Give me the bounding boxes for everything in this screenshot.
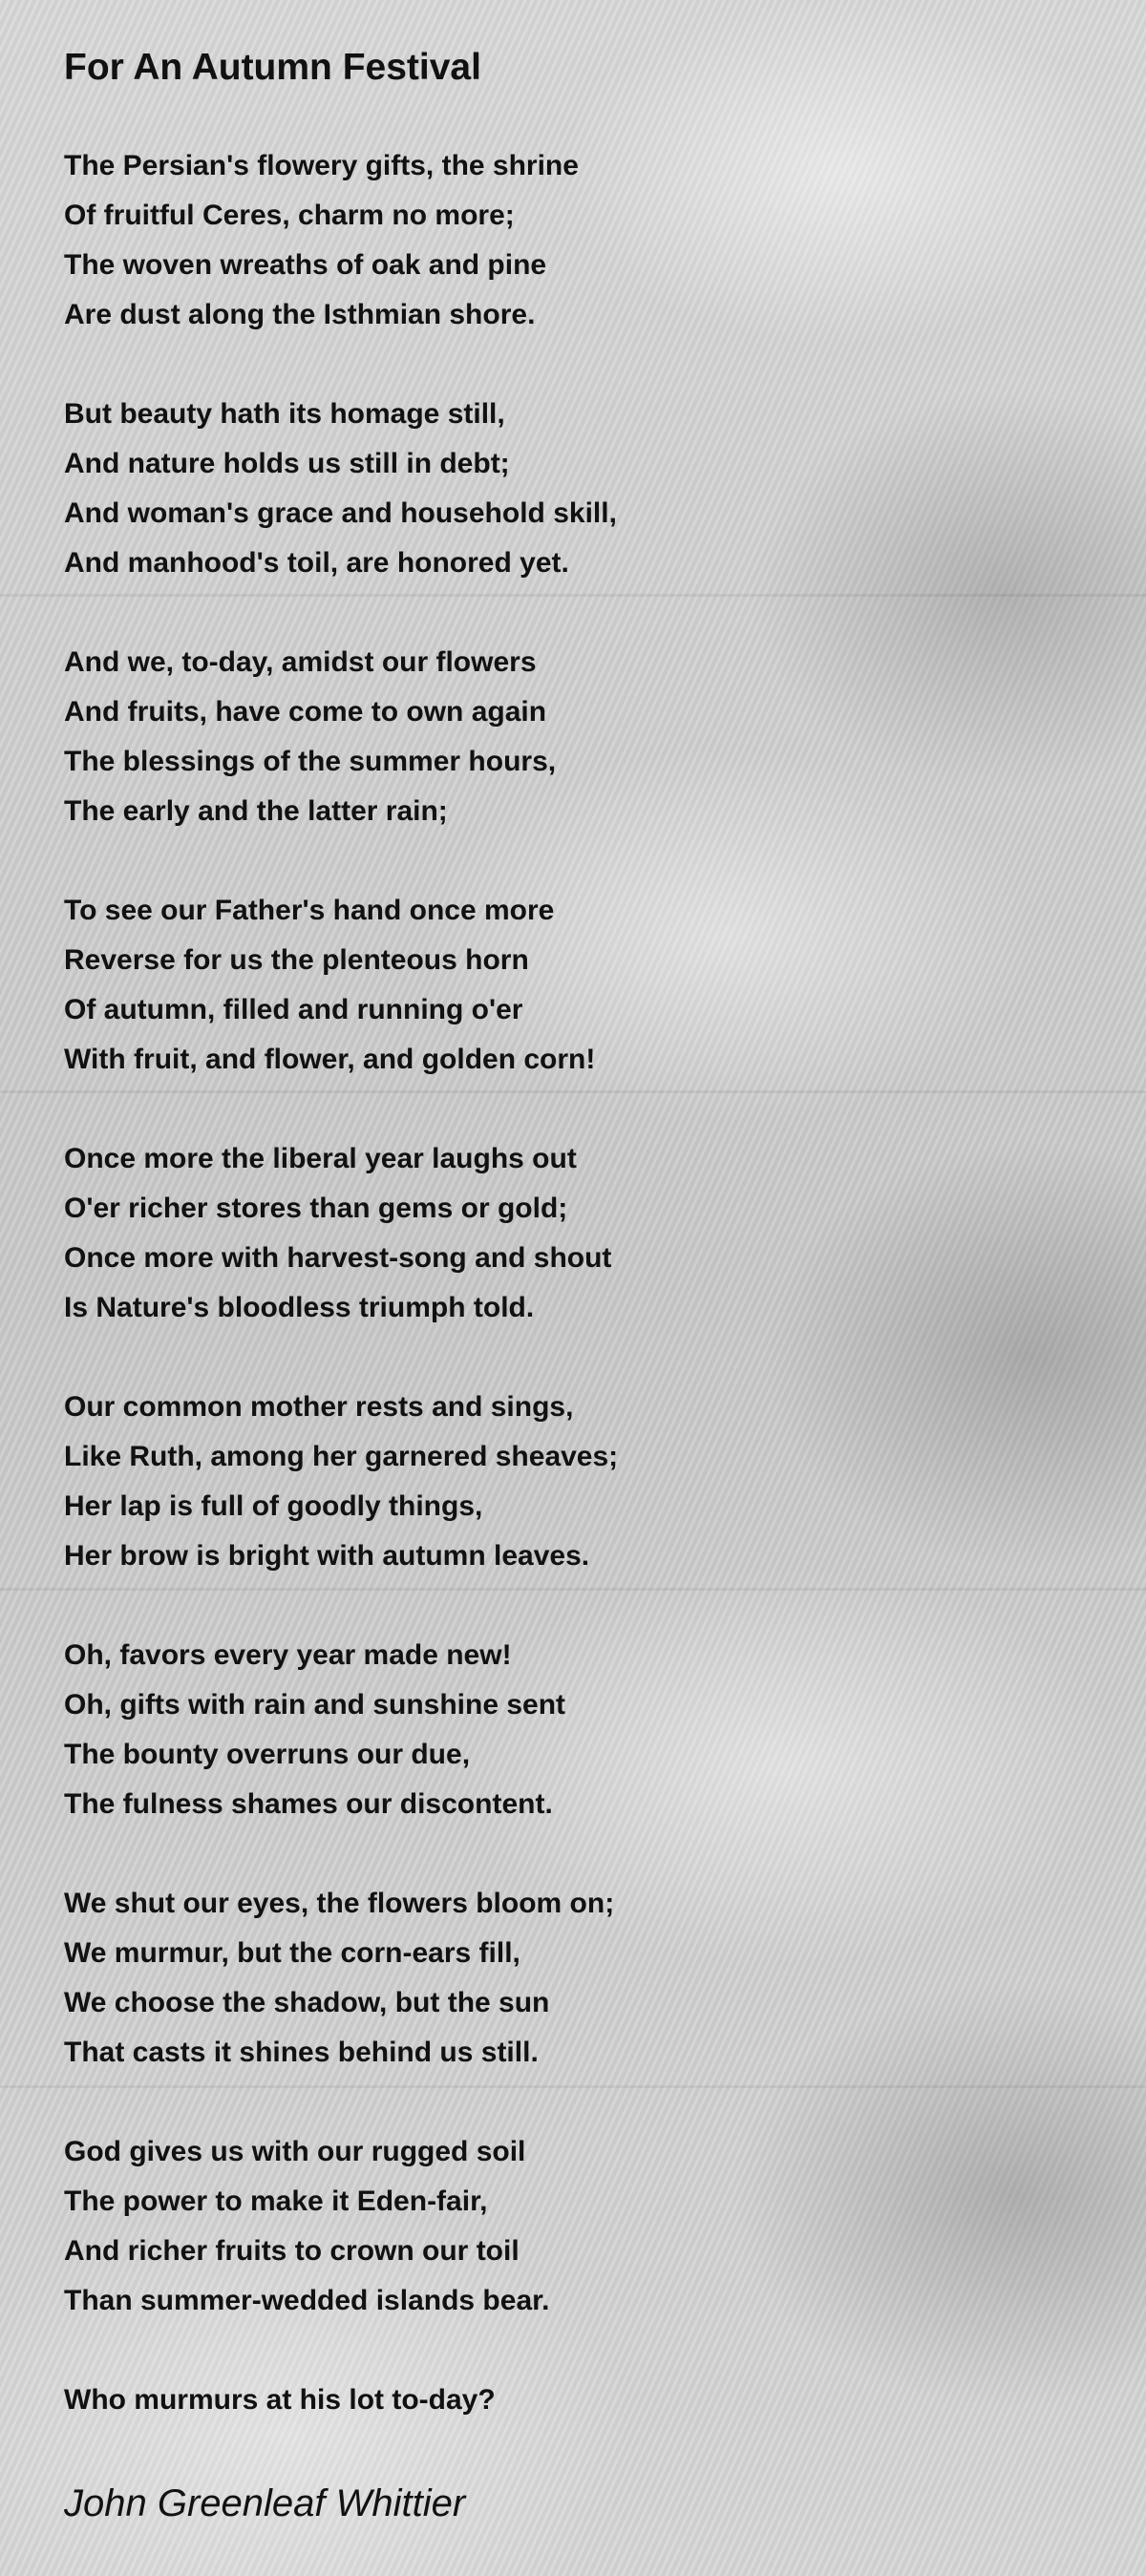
- poem-line: We shut our eyes, the flowers bloom on;: [64, 1888, 615, 1919]
- poem-line: Once more the liberal year laughs out: [64, 1143, 577, 1174]
- poem-line: Is Nature's bloodless triumph told.: [64, 1292, 535, 1323]
- poem-line: Oh, gifts with rain and sunshine sent: [64, 1689, 566, 1721]
- poem-line: Our common mother rests and sings,: [64, 1391, 574, 1423]
- poem-stanza: [64, 2375, 1095, 2425]
- poem-line: The early and the latter rain;: [64, 795, 448, 827]
- poem-line: And richer fruits to crown our toil: [64, 2235, 520, 2267]
- poem-stanza: [64, 1134, 1095, 1333]
- poem-body: [64, 141, 1095, 2475]
- poem-stanza: [64, 2127, 1095, 2326]
- poem-line: And manhood's toil, are honored yet.: [64, 547, 569, 579]
- poem-line: The woven wreaths of oak and pine: [64, 249, 547, 281]
- poem-line: And nature holds us still in debt;: [64, 448, 510, 479]
- poem-stanza: [64, 1383, 1095, 1581]
- poem-stanza: [64, 390, 1095, 588]
- poem-line: And woman's grace and household skill,: [64, 497, 617, 529]
- poem-line: That casts it shines behind us still.: [64, 2037, 539, 2068]
- poem-line: The Persian's flowery gifts, the shrine: [64, 150, 579, 181]
- poem-line: Once more with harvest-song and shout: [64, 1242, 612, 1274]
- poem-line: And we, to-day, amidst our flowers: [64, 646, 537, 678]
- poem-line: Like Ruth, among her garnered sheaves;: [64, 1441, 619, 1472]
- poem-title: For An Autumn Festival: [64, 47, 481, 88]
- poem-stanza: [64, 1631, 1095, 1829]
- poem-line: Than summer-wedded islands bear.: [64, 2285, 550, 2316]
- poem-line: The bounty overruns our due,: [64, 1739, 471, 1770]
- poem-line: We choose the shadow, but the sun: [64, 1987, 550, 2018]
- poem-line: God gives us with our rugged soil: [64, 2136, 526, 2167]
- poem-line: Of fruitful Ceres, charm no more;: [64, 200, 515, 231]
- poem-stanza: [64, 1879, 1095, 2078]
- poem-line: Of autumn, filled and running o'er: [64, 994, 523, 1025]
- poem-line: We murmur, but the corn-ears fill,: [64, 1937, 520, 1969]
- poem-line: To see our Father's hand once more: [64, 895, 555, 926]
- poem-line: Her lap is full of goodly things,: [64, 1490, 483, 1522]
- poem-line: And fruits, have come to own again: [64, 696, 547, 728]
- poem-stanza: [64, 886, 1095, 1085]
- poem-line: With fruit, and flower, and golden corn!: [64, 1044, 596, 1075]
- poem-line: Reverse for us the plenteous horn: [64, 944, 529, 976]
- poem-stanza: [64, 638, 1095, 836]
- poem-line: The power to make it Eden-fair,: [64, 2185, 488, 2217]
- poem-author: John Greenleaf Whittier: [64, 2482, 466, 2524]
- poem-line: The blessings of the summer hours,: [64, 746, 557, 777]
- poem-line: Her brow is bright with autumn leaves.: [64, 1540, 590, 1572]
- poem-line: O'er richer stores than gems or gold;: [64, 1193, 568, 1224]
- poem-line: Oh, favors every year made new!: [64, 1639, 512, 1671]
- poem-line: Are dust along the Isthmian shore.: [64, 299, 536, 330]
- poem-line: But beauty hath its homage still,: [64, 398, 505, 430]
- poem-line: The fulness shames our discontent.: [64, 1788, 553, 1820]
- poem-stanza: [64, 141, 1095, 340]
- poem-line: Who murmurs at his lot to-day?: [64, 2384, 496, 2416]
